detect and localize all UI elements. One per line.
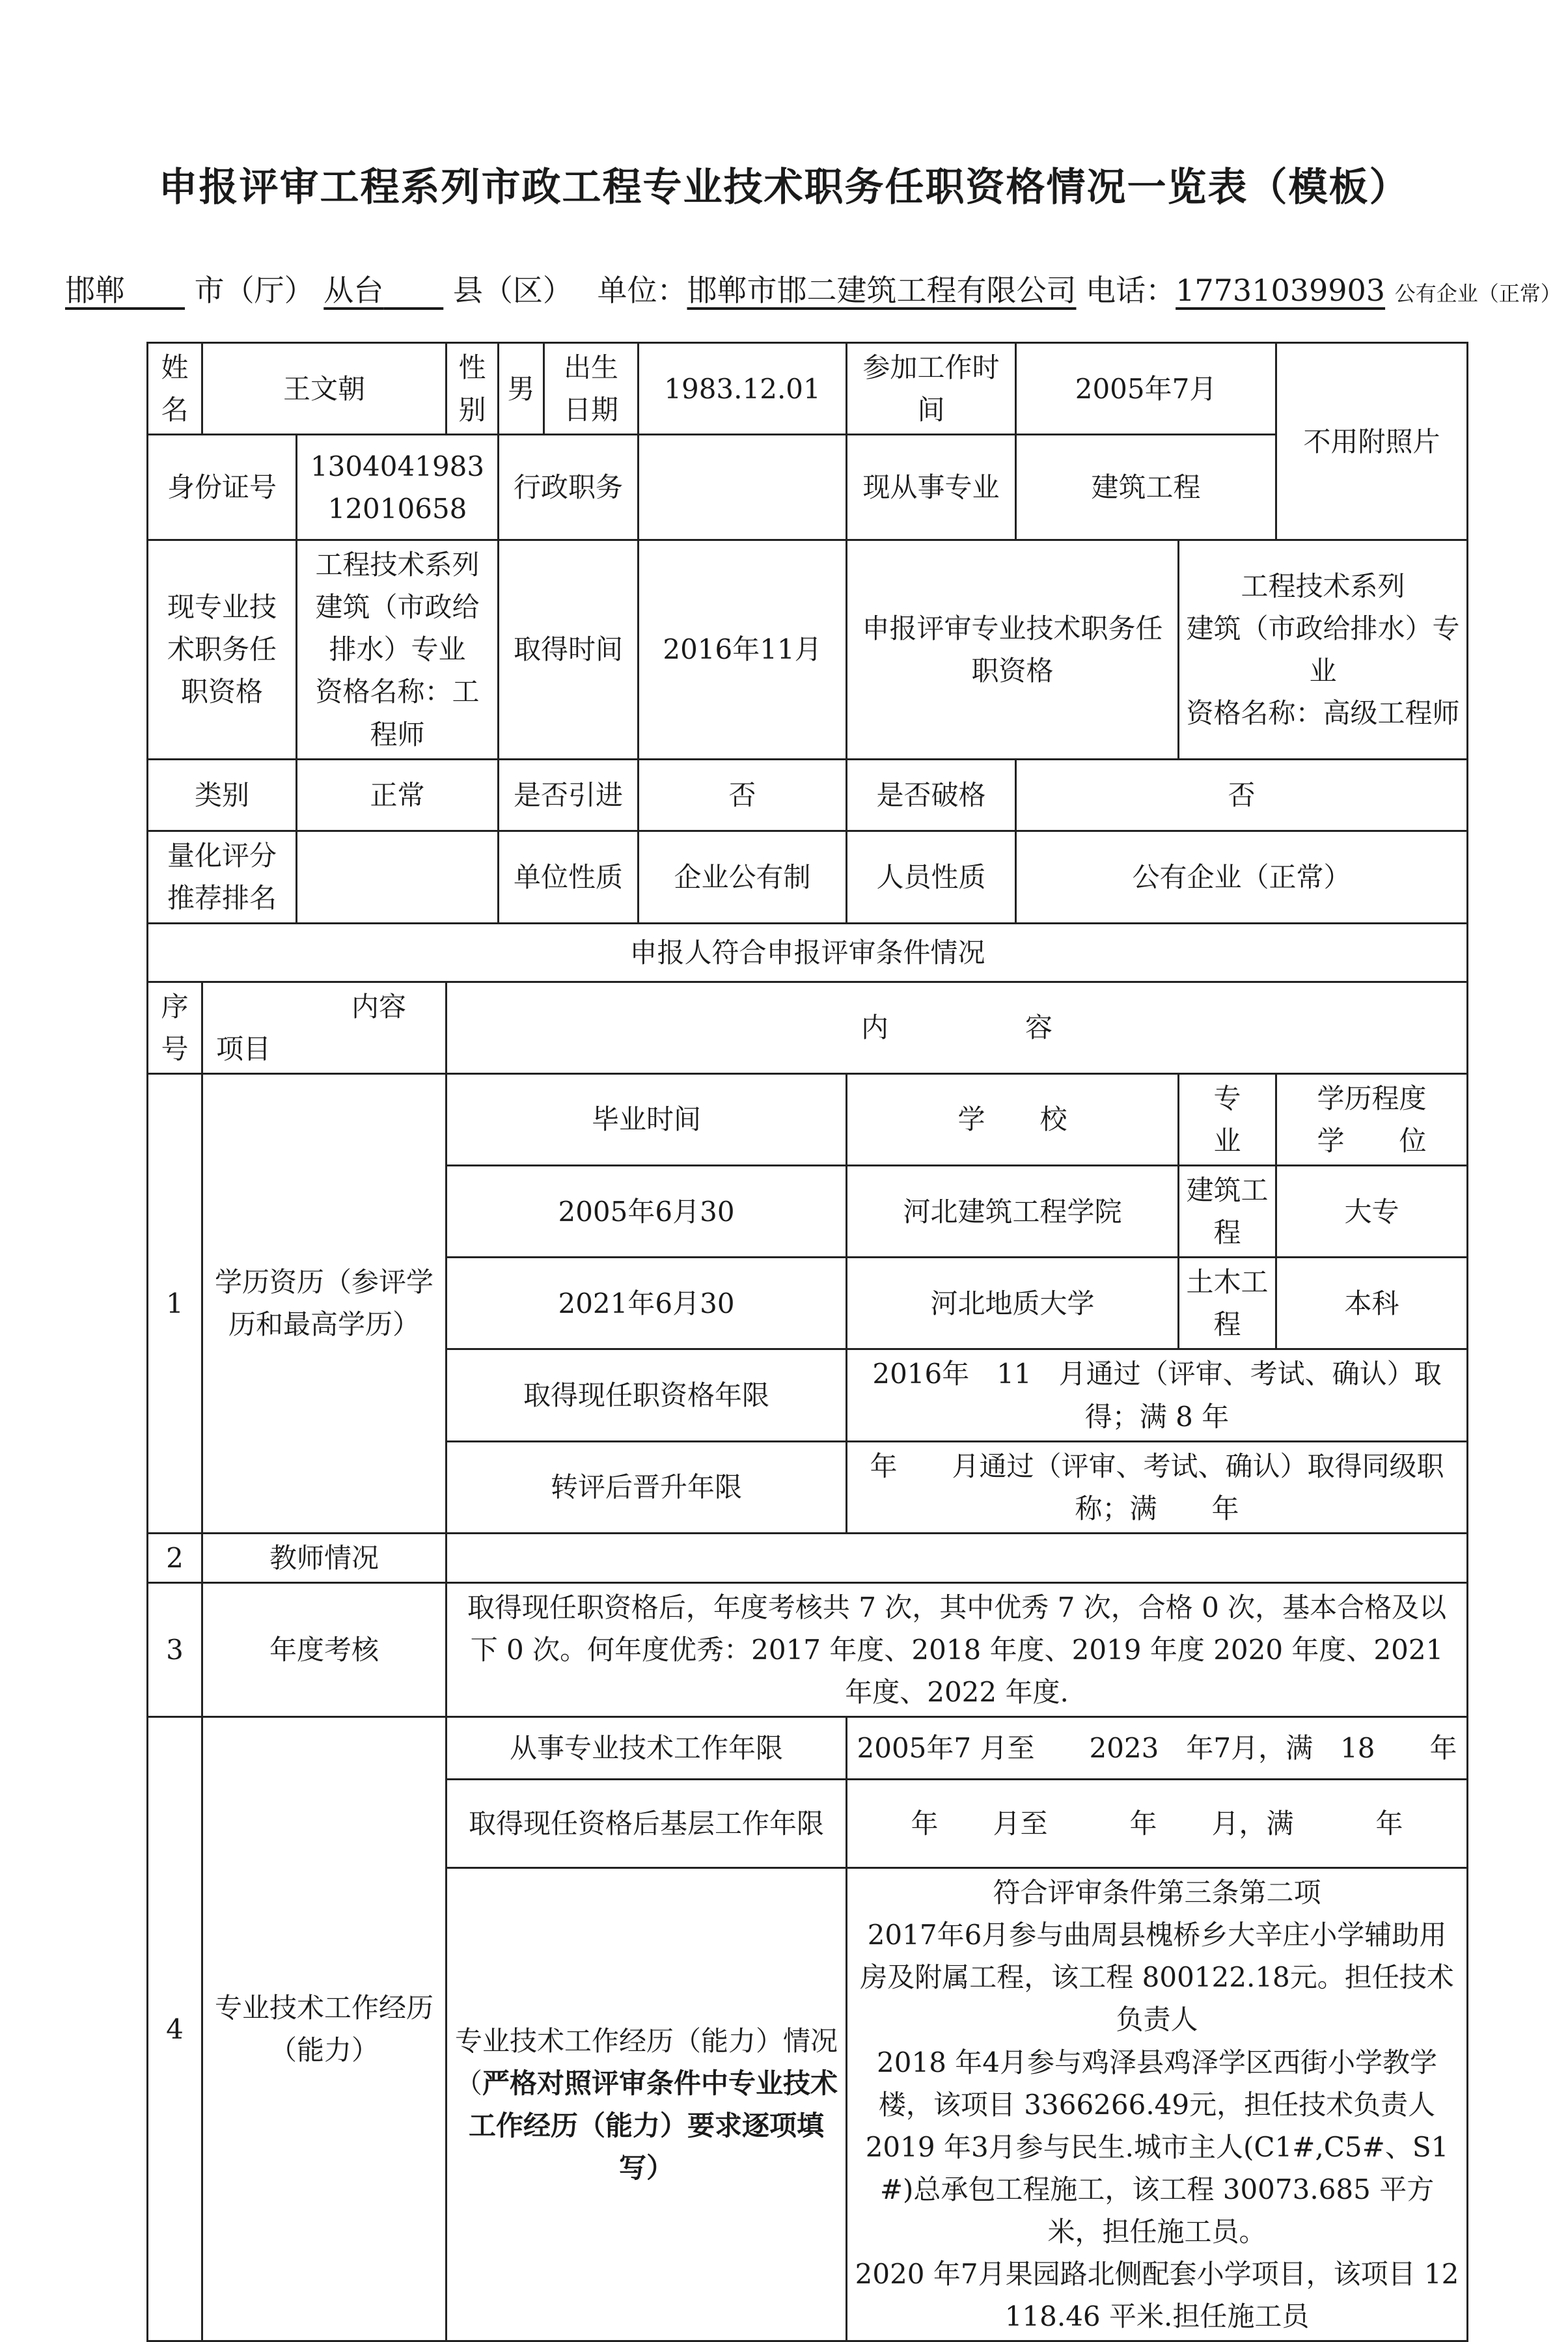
person-nature-value: 公有企业（正常） [1016,831,1468,923]
item-header: 内容 项目 [202,982,447,1073]
rank-value [297,831,499,923]
phone-number: 17731039903 [1176,273,1386,308]
teacher-value [447,1533,1468,1582]
rank-label: 量化评分推荐排名 [148,831,297,923]
admin-label: 行政职务 [499,435,639,540]
promo-label: 转评后晋升年限 [447,1441,847,1533]
work-seq: 4 [148,1717,202,2341]
annual-value: 取得现任职资格后，年度考核共 7 次，其中优秀 7 次，合格 0 次，基本合格及以下 0 次。何年度优秀：2017 年度、2018 年度、2019 年度 2020 年度、2021 年度、2022 年度. [447,1582,1468,1716]
edu-header-level-degree: 学历程度 学 位 [1276,1073,1468,1165]
edu-row1-time: 2005年6月30 [447,1166,847,1258]
edu-row2-level: 本科 [1276,1258,1468,1349]
birth-label: 出生日期 [544,343,639,435]
work-start-label: 参加工作时间 [847,343,1016,435]
intro-label: 是否引进 [499,759,639,831]
work-start-value: 2005年7月 [1016,343,1276,435]
years-label: 取得现任职资格年限 [447,1349,847,1441]
id-label: 身份证号 [148,435,297,540]
page-title: 申报评审工程系列市政工程专业技术职务任职资格情况一览表（模板） [158,165,1410,210]
work-detail-line: 2019 年3月参与民生.城市主人(C1#,C5#、S1#)总承包工程施工，该工程 30073.685 平方米，担任施工员。 [865,2130,1449,2248]
edu-header-time: 毕业时间 [447,1073,847,1165]
gender-value: 男 [499,343,544,435]
birth-value: 1983.12.01 [639,343,847,435]
break-value: 否 [1016,759,1468,831]
teacher-seq: 2 [148,1533,202,1582]
edu-row1-major: 建筑工程 [1179,1166,1276,1258]
city: 邯郸 [65,273,125,308]
work-detail-line: 2020 年7月果园路北侧配套小学项目，该项目 12118.46 平米.担任施工员 [855,2258,1459,2333]
qualification-table [146,342,1468,2342]
break-label: 是否破格 [847,759,1016,831]
unit-nature-label: 单位性质 [499,831,639,923]
promo-value: 年 月通过（评审、考试、确认）取得同级职称；满 年 [847,1441,1468,1533]
unit-label: 单位： [597,273,687,308]
category-label: 类别 [148,759,297,831]
intro-value: 否 [639,759,847,831]
unit-name: 邯郸市邯二建筑工程有限公司 [687,273,1077,308]
apply-qual-value: 工程技术系列 建筑（市政给排水）专业 资格名称：高级工程师 [1179,540,1468,759]
edu-row1-school: 河北建筑工程学院 [847,1166,1179,1258]
work-detail-label: 专业技术工作经历（能力）情况（严格对照评审条件中专业技术工作经历（能力）要求逐项填写） [447,1868,847,2341]
apply-qual-label: 申报评审专业技术职务任职资格 [847,540,1179,759]
header-note: 公有企业（正常） [1394,281,1561,306]
person-nature-label: 人员性质 [847,831,1016,923]
years-value: 2016年 11 月通过（评审、考试、确认）取得；满 8 年 [847,1349,1468,1441]
edu-header-school: 学 校 [847,1073,1179,1165]
name-value: 王文朝 [202,343,447,435]
work-base-value: 年 月至 年 月，满 年 [847,1780,1468,1868]
work-item: 专业技术工作经历（能力） [202,1717,447,2341]
city-suffix: 市（厅） [194,273,314,308]
work-years-value: 2005年7 月至 2023 年7月，满 18 年 [847,1717,1468,1780]
current-qual-label: 现专业技术职务任职资格 [148,540,297,759]
photo-cell: 不用附照片 [1276,343,1468,540]
edu-row1-level: 大专 [1276,1166,1468,1258]
major-value: 建筑工程 [1016,435,1276,540]
obtain-label: 取得时间 [499,540,639,759]
annual-seq: 3 [148,1582,202,1716]
conditions-title: 申报人符合申报评审条件情况 [148,923,1468,982]
edu-row2-school: 河北地质大学 [847,1258,1179,1349]
edu-row2-time: 2021年6月30 [447,1258,847,1349]
county-suffix: 县（区） [452,273,558,308]
edu-row2-major: 土木工程 [1179,1258,1276,1349]
work-detail-line: 符合评审条件第三条第二项 [993,1877,1321,1909]
id-value: 130404198312010658 [297,435,499,540]
header-info [65,267,1561,310]
content-header: 内 容 [447,982,1468,1073]
teacher-item: 教师情况 [202,1533,447,1582]
county: 从台 [323,273,384,308]
admin-value [639,435,847,540]
obtain-value: 2016年11月 [639,540,847,759]
work-detail-line: 2017年6月参与曲周县槐桥乡大辛庄小学辅助用房及附属工程，该工程 800122.18元。担任技术负责人 [860,1919,1454,2036]
edu-header-major: 专 业 [1179,1073,1276,1165]
category-value: 正常 [297,759,499,831]
seq-header: 序号 [148,982,202,1073]
edu-item: 学历资历（参评学历和最高学历） [202,1073,447,1533]
work-years-label: 从事专业技术工作年限 [447,1717,847,1780]
gender-label: 性别 [447,343,499,435]
annual-item: 年度考核 [202,1582,447,1716]
name-label: 姓名 [148,343,202,435]
edu-seq: 1 [148,1073,202,1533]
work-detail-line: 2018 年4月参与鸡泽县鸡泽学区西街小学教学楼，该项目 3366266.49元，担任技术负责人 [877,2046,1437,2121]
unit-nature-value: 企业公有制 [639,831,847,923]
major-label: 现从事专业 [847,435,1016,540]
current-qual-value: 工程技术系列 建筑（市政给排水）专业 资格名称：工程师 [297,540,499,759]
phone-label: 电话： [1086,273,1176,308]
work-base-label: 取得现任资格后基层工作年限 [447,1780,847,1868]
work-detail-content [847,1868,1468,2341]
